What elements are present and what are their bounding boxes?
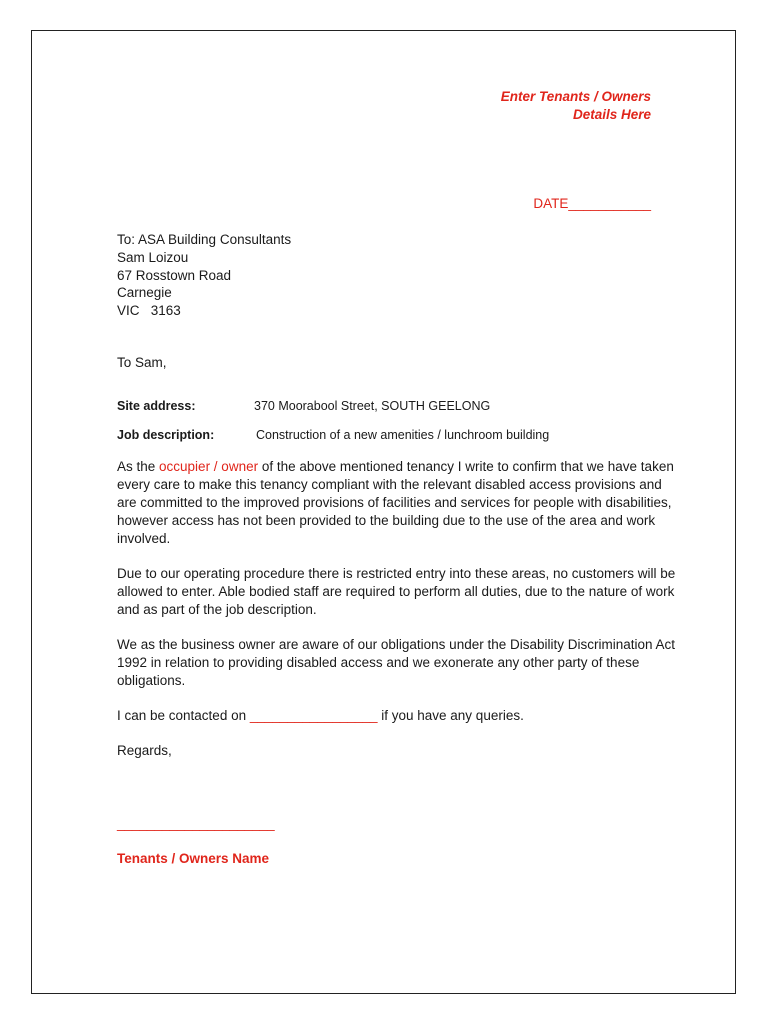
recipient-line-1: To: ASA Building Consultants: [117, 232, 292, 247]
salutation: To Sam,: [117, 355, 167, 370]
paragraph-obligations: We as the business owner are aware of our obligations under the Disability Discrimination Act 1992 in relation to providing disabled access and we exonerate any other party of these obligations.: [117, 637, 676, 688]
site-address-value: 370 Moorabool Street, SOUTH GEELONG: [254, 399, 491, 413]
site-address-label: Site address:: [117, 399, 196, 413]
recipient-address: [117, 231, 291, 320]
date-field: [533, 196, 651, 211]
tenant-details-line-2: Details Here: [572, 107, 651, 122]
signature-name: Tenants / Owners Name: [117, 851, 270, 866]
letter-page: [31, 30, 736, 994]
closing: Regards,: [117, 743, 172, 758]
paragraph-restricted-entry: Due to our operating procedure there is restricted entry into these areas, no customers will be allowed to enter. Able bodied staff are required to perform all duties, due to the nature of work and as part of the job description.: [117, 566, 676, 617]
paragraph-compliance: [117, 458, 677, 548]
job-description-value: Construction of a new amenities / lunchroom building: [256, 428, 550, 442]
contact-suffix: if you have any queries.: [377, 708, 524, 723]
occupier-owner-placeholder: occupier / owner: [159, 459, 259, 474]
job-description-label: Job description:: [117, 428, 215, 442]
recipient-line-3: 67 Rosstown Road: [117, 267, 232, 283]
tenant-details-placeholder: [501, 88, 651, 124]
paragraph-compliance-prefix: As the: [117, 459, 160, 474]
contact-line: [117, 708, 524, 723]
tenant-details-line-1: Enter Tenants / Owners: [500, 89, 651, 104]
signature-line: _____________________: [117, 816, 275, 831]
job-description-row: [117, 428, 550, 442]
date-blank: ___________: [568, 196, 651, 211]
contact-prefix: I can be contacted on: [117, 708, 250, 723]
site-address-row: [117, 399, 491, 413]
recipient-line-5: VIC 3163: [117, 303, 181, 319]
paragraph-compliance-body: of the above mentioned tenancy I write to confirm that we have taken every care to make this tenancy compliant with the relevant disabled access provisions and are committed to the improved provisions of facilities and services for people with disabilities, however access has not been provided to the building due to the use of the area and work involved.: [117, 459, 674, 546]
contact-blank: _________________: [249, 708, 378, 723]
recipient-line-2: Sam Loizou: [117, 249, 189, 265]
date-label: DATE: [533, 196, 569, 211]
recipient-line-4: Carnegie: [117, 285, 172, 301]
